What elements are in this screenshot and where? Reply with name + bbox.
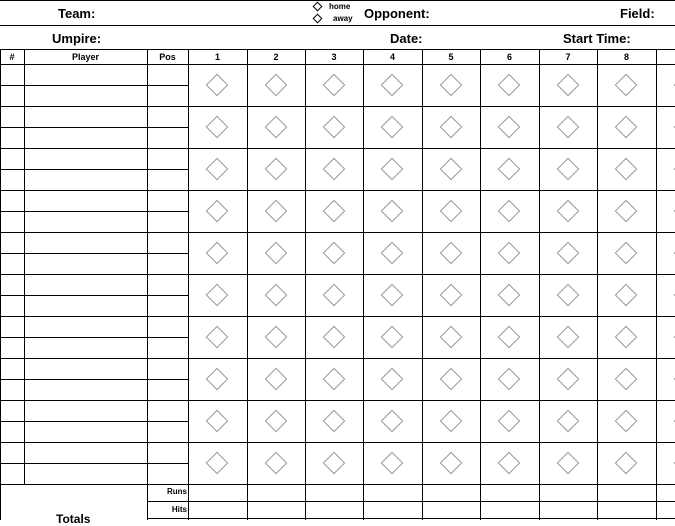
- runs-total-cell[interactable]: [189, 485, 246, 500]
- player-cell[interactable]: [25, 86, 146, 105]
- column-header-inning-7: 7: [565, 52, 571, 62]
- at-bat-cell[interactable]: [656, 358, 675, 400]
- player-cell[interactable]: [25, 317, 146, 336]
- number-cell[interactable]: [1, 296, 23, 315]
- position-cell[interactable]: [148, 170, 187, 189]
- position-cell[interactable]: [148, 128, 187, 147]
- runs-total-cell[interactable]: [657, 485, 674, 500]
- home-label: home: [329, 2, 351, 11]
- player-cell[interactable]: [25, 233, 146, 252]
- start-time-label: Start Time:: [563, 31, 631, 46]
- number-cell[interactable]: [1, 107, 23, 126]
- away-radio[interactable]: [313, 14, 323, 24]
- player-cell[interactable]: [25, 149, 146, 168]
- position-cell[interactable]: [148, 254, 187, 273]
- player-cell[interactable]: [25, 65, 146, 84]
- player-cell[interactable]: [25, 401, 146, 420]
- player-cell[interactable]: [25, 464, 146, 483]
- number-cell[interactable]: [1, 275, 23, 294]
- position-cell[interactable]: [148, 107, 187, 126]
- position-cell[interactable]: [148, 317, 187, 336]
- number-cell[interactable]: [1, 359, 23, 378]
- number-cell[interactable]: [1, 443, 23, 462]
- hits-total-cell[interactable]: [657, 502, 674, 517]
- player-cell[interactable]: [25, 128, 146, 147]
- number-cell[interactable]: [1, 317, 23, 336]
- position-cell[interactable]: [148, 380, 187, 399]
- at-bat-cell[interactable]: [656, 190, 675, 232]
- player-cell[interactable]: [25, 443, 146, 462]
- position-cell[interactable]: [148, 401, 187, 420]
- at-bat-cell[interactable]: [656, 148, 675, 190]
- column-header-inning-3: 3: [331, 52, 337, 62]
- at-bat-cell[interactable]: [656, 400, 675, 442]
- home-radio[interactable]: [313, 2, 323, 12]
- date-label: Date:: [390, 31, 423, 46]
- position-cell[interactable]: [148, 86, 187, 105]
- position-cell[interactable]: [148, 233, 187, 252]
- runs-total-cell[interactable]: [540, 485, 596, 500]
- hits-total-cell[interactable]: [364, 502, 421, 517]
- opponent-label: Opponent:: [364, 6, 430, 21]
- number-cell[interactable]: [1, 191, 23, 210]
- player-cell[interactable]: [25, 275, 146, 294]
- position-cell[interactable]: [148, 359, 187, 378]
- position-cell[interactable]: [148, 338, 187, 357]
- column-header-inning-5: 5: [448, 52, 454, 62]
- player-cell[interactable]: [25, 422, 146, 441]
- number-cell[interactable]: [1, 170, 23, 189]
- at-bat-cell[interactable]: [656, 64, 675, 106]
- column-header-inning-4: 4: [389, 52, 395, 62]
- player-cell[interactable]: [25, 296, 146, 315]
- player-cell[interactable]: [25, 107, 146, 126]
- number-cell[interactable]: [1, 212, 23, 231]
- at-bat-cell[interactable]: [656, 442, 675, 484]
- number-cell[interactable]: [1, 86, 23, 105]
- number-cell[interactable]: [1, 149, 23, 168]
- umpire-label: Umpire:: [52, 31, 102, 46]
- at-bat-cell[interactable]: [656, 232, 675, 274]
- number-cell[interactable]: [1, 254, 23, 273]
- position-cell[interactable]: [148, 149, 187, 168]
- number-cell[interactable]: [1, 233, 23, 252]
- player-cell[interactable]: [25, 191, 146, 210]
- player-cell[interactable]: [25, 380, 146, 399]
- at-bat-cell[interactable]: [656, 316, 675, 358]
- position-cell[interactable]: [148, 296, 187, 315]
- player-cell[interactable]: [25, 170, 146, 189]
- hits-label: Hits: [171, 505, 187, 514]
- column-header-inning-1: 1: [214, 52, 220, 62]
- number-cell[interactable]: [1, 464, 23, 483]
- position-cell[interactable]: [148, 191, 187, 210]
- away-label: away: [333, 14, 353, 23]
- totals-label: Totals: [56, 512, 91, 526]
- runs-total-cell[interactable]: [306, 485, 362, 500]
- number-cell[interactable]: [1, 128, 23, 147]
- hits-total-cell[interactable]: [598, 502, 655, 517]
- number-cell[interactable]: [1, 338, 23, 357]
- column-header-inning-6: 6: [506, 52, 512, 62]
- column-header-inning-2: 2: [273, 52, 279, 62]
- at-bat-cell[interactable]: [656, 106, 675, 148]
- runs-total-cell[interactable]: [598, 485, 655, 500]
- hits-total-cell[interactable]: [306, 502, 362, 517]
- position-cell[interactable]: [148, 443, 187, 462]
- team-label: Team:: [58, 6, 96, 21]
- column-header-inning-8: 8: [623, 52, 629, 62]
- number-cell[interactable]: [1, 380, 23, 399]
- hits-total-cell[interactable]: [423, 502, 479, 517]
- position-cell[interactable]: [148, 464, 187, 483]
- field-label: Field:: [620, 6, 655, 21]
- player-cell[interactable]: [25, 254, 146, 273]
- position-cell[interactable]: [148, 65, 187, 84]
- player-cell[interactable]: [25, 338, 146, 357]
- runs-total-cell[interactable]: [248, 485, 304, 500]
- position-cell[interactable]: [148, 422, 187, 441]
- runs-total-cell[interactable]: [364, 485, 421, 500]
- player-cell[interactable]: [25, 212, 146, 231]
- runs-total-cell[interactable]: [481, 485, 538, 500]
- runs-label: Runs: [167, 487, 187, 496]
- number-cell[interactable]: [1, 401, 23, 420]
- hits-total-cell[interactable]: [189, 502, 246, 517]
- column-header-player: Player: [71, 52, 100, 62]
- hits-total-cell[interactable]: [481, 502, 538, 517]
- number-cell[interactable]: [1, 422, 23, 441]
- position-cell[interactable]: [148, 212, 187, 231]
- position-cell[interactable]: [148, 275, 187, 294]
- runs-total-cell[interactable]: [423, 485, 479, 500]
- column-header-number: #: [9, 52, 15, 62]
- column-header-position: Pos: [159, 52, 176, 62]
- player-cell[interactable]: [25, 359, 146, 378]
- at-bat-cell[interactable]: [656, 274, 675, 316]
- number-cell[interactable]: [1, 65, 23, 84]
- hits-total-cell[interactable]: [248, 502, 304, 517]
- hits-total-cell[interactable]: [540, 502, 596, 517]
